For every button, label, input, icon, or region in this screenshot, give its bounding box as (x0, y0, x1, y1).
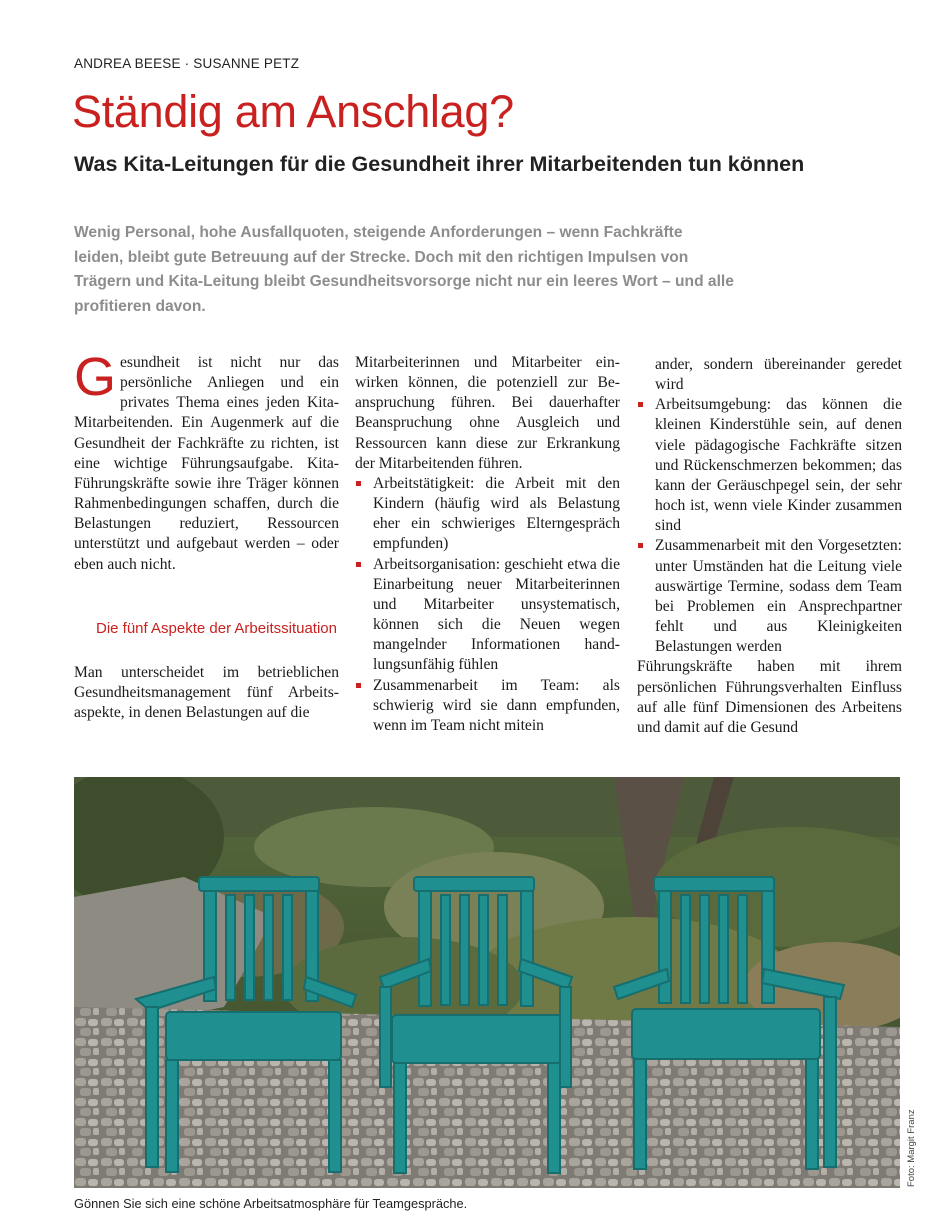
garden-chairs-illustration (74, 777, 900, 1188)
section-subheading: Die fünf Aspekte der Arbeitssituation (96, 619, 337, 637)
list-item: Arbeitsumgebung: das können die kleinen Kinderstühle sein, auf denen viele pädagogische Fachkräfte sitzen und Rückenschmerzen bekommen; das kann der Geräuschpegel sein, der sehr hoch ist, wenn viele Kinder zusammen sind (637, 395, 902, 536)
paragraph-leadership: Führungskräfte haben mit ihrem persönlichen Führungsverhalten Einfluss auf alle fünf Dimensionen des Arbeitens und damit auf die Gesund (637, 658, 902, 736)
paragraph-strain: Mitarbeiterinnen und Mitarbeiter einwirken können, die potenziell zur Beanspruchung führen. Bei dauerhafter Beanspruchung ohne Ausgleich und Ressourcen kann diese zur Erkrankung der Mitarbeitenden führen. (355, 354, 620, 472)
text-column-1 (74, 347, 339, 723)
paragraph-five-aspects: Man unterscheidet im betrieblichen Gesundheitsmanagement fünf Arbeitsaspekte, in denen Belastungen auf die (74, 663, 339, 722)
aspect-list-2 (637, 395, 902, 657)
article-subtitle: Was Kita-Leitungen für die Gesundheit ihrer Mitarbeitenden tun können (74, 152, 805, 176)
list-item-continuation: ander, sondern übereinander geredet wird (655, 356, 902, 394)
garden-chairs-photo (74, 777, 900, 1188)
opening-paragraph-text: esundheit ist nicht nur das persönliche Anliegen und ein privates Thema eines jeden Kita-Mitarbeitenden. Ein Augenmerk auf die Gesundheit der Fachkräfte zu richten, ist eine wichtige Führungsaufgabe. Kita-Führungskräfte sowie ihre Träger können Rahmenbedingungen schaffen, durch die Belastungen reduziert, Ressourcen unterstützt und aufgebaut werden – oder eben auch nicht. (74, 354, 339, 573)
opening-paragraph (74, 347, 339, 575)
aspect-list-1 (355, 474, 620, 736)
article-title: Ständig am Anschlag? (72, 86, 514, 137)
intro-paragraph: Wenig Personal, hohe Ausfallquoten, steigende Anforderungen – wenn Fachkräfte leiden, bleibt gute Betreuung auf der Strecke. Doch mit den richtigen Impulsen von Trägern und Kita-Leitung bleibt Gesundheitsvorsorge nicht nur ein leeres Wort – und alle profitieren davon. (74, 224, 734, 315)
text-column-3 (637, 355, 902, 738)
photo-caption: Gönnen Sie sich eine schöne Arbeitsatmosphäre für Teamgespräche. (74, 1196, 468, 1211)
drop-cap: G (74, 347, 117, 407)
list-item: Arbeitstätigkeit: die Arbeit mit den Kindern (häufig wird als Belastung eher ein schwieriges Elterngespräch empfunden) (355, 474, 620, 555)
text-column-2 (355, 353, 620, 736)
list-item: Zusammenarbeit mit den Vorgesetzten: unter Umständen hat die Leitung viele auswärtige Termine, sodass dem Team bei Problemen ein Ansprechpartner fehlt und aus Kleinigkeiten Belastungen werden (637, 536, 902, 657)
list-item: Zusammenarbeit im Team: als schwierig wird sie dann empfunden, wenn im Team nicht mitein (355, 676, 620, 736)
author-line: ANDREA BEESE · SUSANNE PETZ (74, 56, 300, 71)
list-item: Arbeitsorganisation: geschieht etwa die Einarbeitung neuer Mitarbeiterinnen und Mitarbeiter unsystematisch, können sich die Neuen wegen mangelnder Informationen handlungsunfähig fühlen (355, 555, 620, 676)
photo-credit: Foto: Margit Franz (906, 1109, 917, 1187)
